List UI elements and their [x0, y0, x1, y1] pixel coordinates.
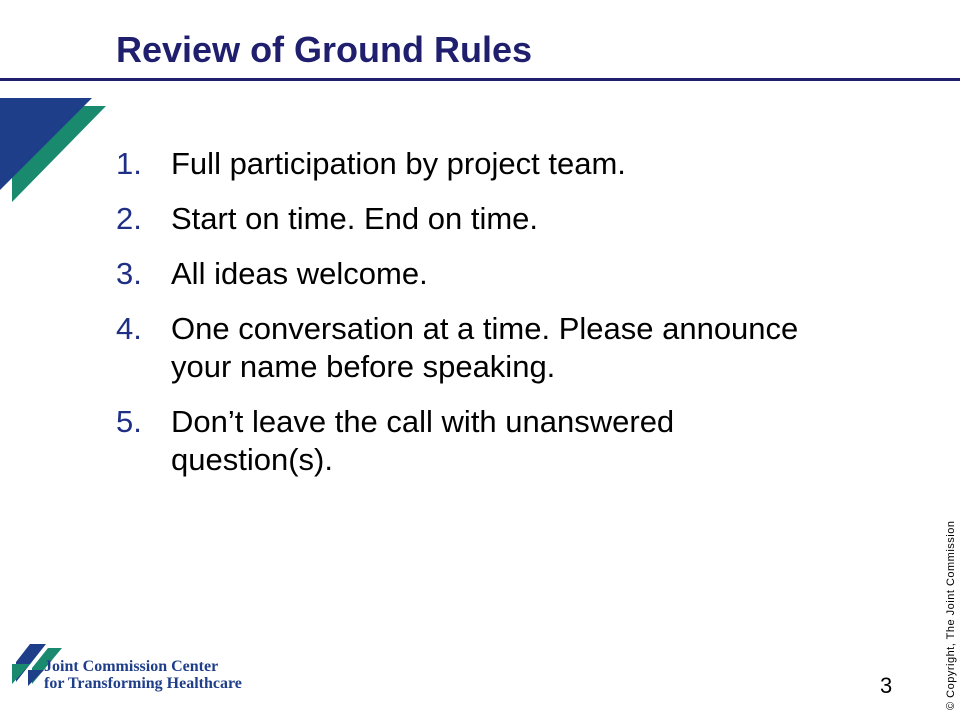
rule-item — [116, 310, 836, 386]
footer-logo — [10, 640, 242, 692]
rule-text: One conversation at a time. Please announce your name before speaking. — [171, 311, 799, 384]
slide-title: Review of Ground Rules — [116, 29, 533, 70]
copyright-notice: © Copyright, The Joint Commission — [945, 520, 957, 710]
rule-number: 3. — [116, 256, 142, 291]
rule-text: Don’t leave the call with unanswered question(s). — [171, 404, 675, 477]
rule-text: Full participation by project team. — [171, 146, 626, 181]
rule-text: All ideas welcome. — [171, 256, 428, 291]
rule-number: 2. — [116, 201, 142, 236]
rule-number: 4. — [116, 311, 142, 346]
corner-chevron-logo — [0, 98, 110, 208]
logo-line-1: Joint Commission Center — [44, 658, 219, 675]
ground-rules-list — [116, 145, 836, 496]
logo-line-2: for Transforming Healthcare — [44, 675, 242, 692]
rule-text: Start on time. End on time. — [171, 201, 539, 236]
rule-item — [116, 145, 836, 183]
rule-number: 5. — [116, 404, 142, 439]
rule-item — [116, 403, 836, 479]
title-divider — [0, 78, 960, 81]
page-number: 3 — [880, 673, 893, 698]
rule-item — [116, 200, 836, 238]
rule-item — [116, 255, 836, 293]
footer-logo-text — [44, 658, 242, 692]
rule-number: 1. — [116, 146, 142, 181]
